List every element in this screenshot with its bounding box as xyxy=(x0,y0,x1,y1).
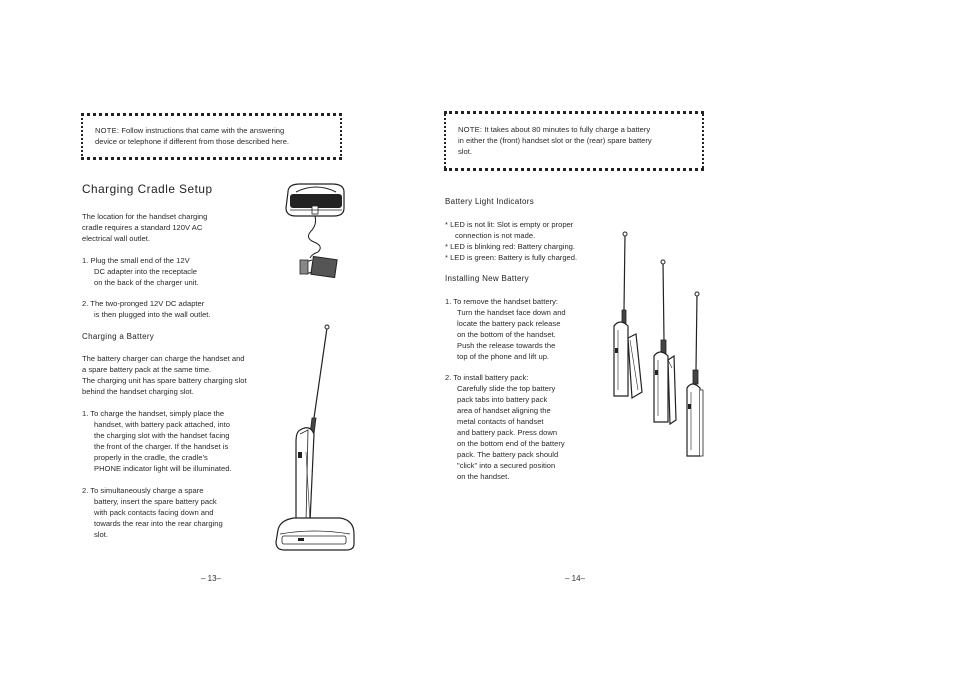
text-line: area of handset aligning the xyxy=(457,406,551,415)
text-line: is then plugged into the wall outlet. xyxy=(94,310,211,319)
note-label: NOTE: xyxy=(458,125,483,134)
text-line: on the handset. xyxy=(457,472,510,481)
note-line: in either the (front) handset slot or the (rear) spare battery xyxy=(458,136,652,145)
text-line: 1. To charge the handset, simply place the xyxy=(82,409,225,418)
text-line: The battery charger can charge the handset and xyxy=(82,354,245,363)
text-line: locate the battery pack release xyxy=(457,319,561,328)
text-line: and battery pack. Press down xyxy=(457,428,558,437)
note-line: It takes about 80 minutes to fully charge a battery xyxy=(482,125,651,134)
subheading-battery-light-indicators: Battery Light Indicators xyxy=(445,197,535,206)
text-line: on the bottom of the handset. xyxy=(457,330,556,339)
charge-step-2 xyxy=(82,485,223,540)
note-text-right xyxy=(458,124,652,157)
handset-battery-removal-illustration xyxy=(606,230,646,400)
text-line: The location for the handset charging xyxy=(82,212,208,221)
text-line: The charging unit has spare battery charging slot xyxy=(82,376,247,385)
page-number-left: – 13– xyxy=(201,574,222,583)
list-item: * LED is blinking red: Battery charging. xyxy=(445,242,576,251)
text-line: handset, with battery pack attached, into xyxy=(94,420,230,429)
text-line: 1. Plug the small end of the 12V xyxy=(82,256,190,265)
text-line: pack tabs into battery pack xyxy=(457,395,548,404)
text-line: "click" into a secured position xyxy=(457,461,556,470)
charger-cradle-illustration xyxy=(282,180,352,290)
text-line: Push the release towards the xyxy=(457,341,556,350)
text-line: 2. The two-pronged 12V DC adapter xyxy=(82,299,205,308)
text-line: metal contacts of handset xyxy=(457,417,544,426)
text-line: the front of the charger. If the handset is xyxy=(94,442,229,451)
text-line: a spare battery pack at the same time. xyxy=(82,365,212,374)
list-item: * LED is green: Battery is fully charged. xyxy=(445,253,578,262)
handset-battery-insert-illustration xyxy=(648,256,688,426)
text-line: pack. The battery pack should xyxy=(457,450,559,459)
list-item: connection is not made. xyxy=(455,231,536,240)
text-line: battery, insert the spare battery pack xyxy=(94,497,217,506)
install-step-1 xyxy=(445,296,566,362)
setup-step-2 xyxy=(82,298,211,320)
handset-battery-installed-illustration xyxy=(684,288,714,460)
text-line: top of the phone and lift up. xyxy=(457,352,550,361)
text-line: with pack contacts facing down and xyxy=(94,508,214,517)
page-number-right: – 14– xyxy=(565,574,586,583)
text-line: PHONE indicator light will be illuminated. xyxy=(94,464,232,473)
text-line: 2. To simultaneously charge a spare xyxy=(82,486,204,495)
text-line: behind the handset charging slot. xyxy=(82,387,194,396)
intro-paragraph xyxy=(82,211,207,244)
list-item: * LED is not lit: Slot is empty or proper xyxy=(445,220,574,229)
section-heading-charging-cradle-setup: Charging Cradle Setup xyxy=(82,182,213,196)
note-line: Follow instructions that came with the answering xyxy=(119,126,285,135)
charge-step-1 xyxy=(82,408,232,474)
text-line: 1. To remove the handset battery: xyxy=(445,297,558,306)
text-line: cradle requires a standard 120V AC xyxy=(82,223,203,232)
text-line: towards the rear into the rear charging xyxy=(94,519,223,528)
text-line: electrical wall outlet. xyxy=(82,234,150,243)
text-line: the charging slot with the handset facing xyxy=(94,431,230,440)
note-label: NOTE: xyxy=(95,126,120,135)
text-line: DC adapter into the receptacle xyxy=(94,267,197,276)
text-line: 2. To install battery pack: xyxy=(445,373,529,382)
subheading-installing-new-battery: Installing New Battery xyxy=(445,274,529,283)
text-line: slot. xyxy=(94,530,108,539)
setup-step-1 xyxy=(82,255,199,288)
text-line: Turn the handset face down and xyxy=(457,308,566,317)
install-step-2 xyxy=(445,372,565,482)
note-line: device or telephone if different from those described here. xyxy=(95,137,290,146)
handset-in-cradle-illustration xyxy=(270,322,360,554)
text-line: Carefully slide the top battery xyxy=(457,384,556,393)
battery-indicator-list xyxy=(445,219,577,263)
note-text-left xyxy=(95,125,289,147)
charging-intro-paragraph xyxy=(82,353,247,397)
note-line: slot. xyxy=(458,147,472,156)
subheading-charging-a-battery: Charging a Battery xyxy=(82,332,155,341)
text-line: on the bottom end of the battery xyxy=(457,439,565,448)
text-line: properly in the cradle, the cradle’s xyxy=(94,453,208,462)
text-line: on the back of the charger unit. xyxy=(94,278,199,287)
